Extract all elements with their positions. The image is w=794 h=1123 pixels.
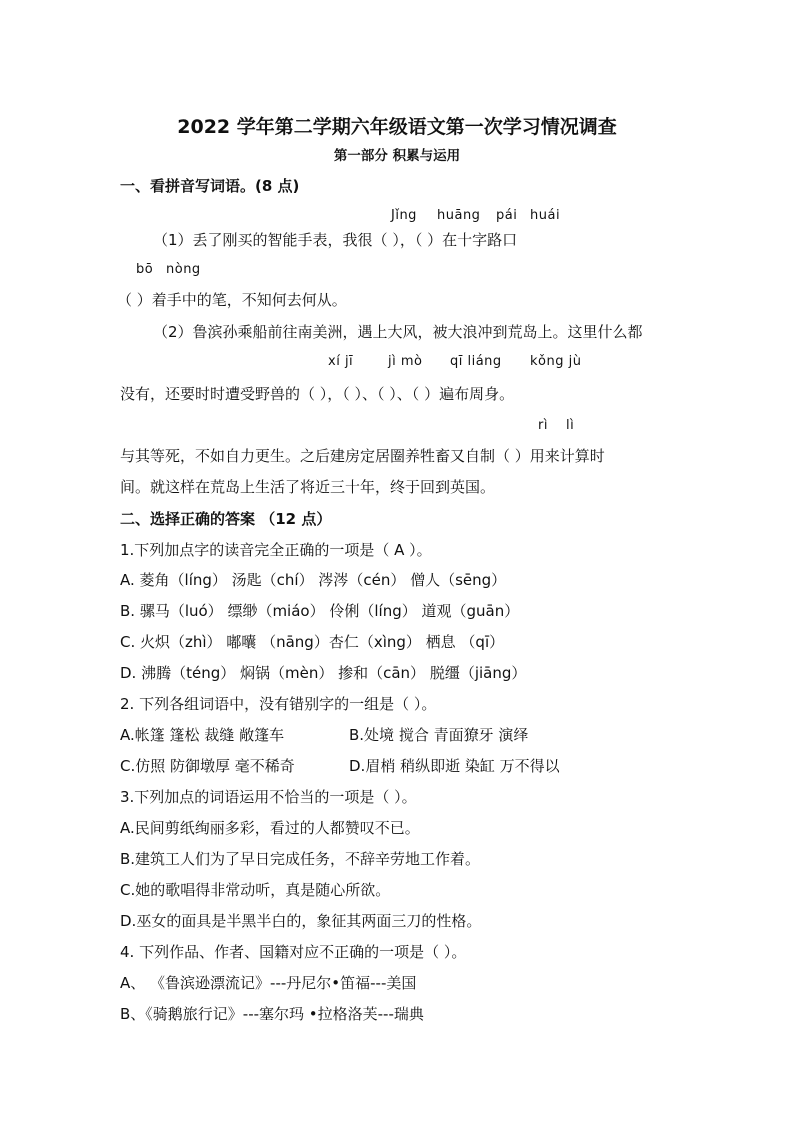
mc-q4-option-b: B、《骑鹅旅行记》---塞尔玛 •拉格洛芙---瑞典 — [120, 1005, 424, 1023]
mc-q2-option-c: C.仿照 防御墩厚 毫不稀奇 — [120, 757, 295, 775]
pinyin-li: lì — [566, 418, 575, 433]
pinyin-qiliang: qī liáng — [450, 354, 502, 369]
pinyin-pai: pái — [496, 208, 518, 223]
q2-line-4: 间。就这样在荒岛上生活了将近三十年，终于回到英国。 — [120, 478, 496, 496]
mc-q3-option-a: A.民间剪纸绚丽多彩，看过的人都赞叹不已。 — [120, 819, 420, 837]
pinyin-xiji: xí jī — [328, 354, 354, 369]
mc-q3-option-d: D.巫女的面具是半黑半白的，象征其两面三刀的性格。 — [120, 912, 482, 930]
q1-line-2: （ ）着手中的笔，不知何去何从。 — [117, 291, 347, 309]
pinyin-jing: Jǐng — [391, 208, 417, 223]
mc-q2-option-b: B.处境 搅合 青面獠牙 演绎 — [349, 726, 529, 744]
mc-q1: 1.下列加点字的读音完全正确的一项是（ A ）。 — [120, 541, 432, 559]
pinyin-bo: bō — [136, 262, 154, 277]
pinyin-ri: rì — [538, 418, 548, 433]
mc-q1-option-b: B. 骡马（luó） 缥缈（miáo） 伶俐（líng） 道观（guān） — [120, 602, 520, 620]
q1-line-1: （1）丢了刚买的智能手表，我很（ ），（ ）在十字路口 — [153, 231, 518, 249]
pinyin-nong: nòng — [166, 262, 201, 277]
mc-q4: 4. 下列作品、作者、国籍对应不正确的一项是（ ）。 — [120, 943, 467, 961]
pinyin-huai: huái — [530, 208, 561, 223]
mc-q1-option-d: D. 沸腾（téng） 焖锅（mèn） 掺和（cān） 脱缰（jiāng） — [120, 664, 527, 682]
q2-line-3: 与其等死，不如自力更生。之后建房定居圈养牲畜又自制（ ）用来计算时 — [120, 447, 605, 465]
mc-q1-option-c: C. 火炽（zhì） 嘟囔 （nāng）杏仁（xìng） 栖息 （qī） — [120, 633, 505, 651]
q2-line-1: （2）鲁滨孙乘船前往南美洲，遇上大风，被大浪冲到荒岛上。这里什么都 — [153, 323, 643, 341]
mc-q3-option-b: B.建筑工人们为了早日完成任务，不辞辛劳地工作着。 — [120, 850, 481, 868]
mc-q2-option-d: D.眉梢 稍纵即逝 染缸 万不得以 — [349, 757, 560, 775]
mc-q1-option-a: A. 菱角（líng） 汤匙（chí） 涔涔（cén） 僧人（sēng） — [120, 571, 507, 589]
pinyin-kongju: kǒng jù — [530, 354, 582, 369]
pinyin-huang: huāng — [437, 208, 481, 223]
section-1-heading: 一、看拼音写词语。(8 点) — [120, 177, 300, 195]
mc-q3-option-c: C.她的歌唱得非常动听，真是随心所欲。 — [120, 881, 391, 899]
mc-q2-option-a: A.帐篷 篷松 裁缝 敞篷车 — [120, 726, 285, 744]
pinyin-jimo: jì mò — [388, 354, 423, 369]
mc-q2: 2. 下列各组词语中，没有错别字的一组是（ ）。 — [120, 695, 437, 713]
page-title: 2022 学年第二学期六年级语文第一次学习情况调查 — [177, 116, 617, 138]
q2-line-2: 没有，还要时时遭受野兽的（ ），（ ）、（ ）、（ ）遍布周身。 — [120, 385, 515, 403]
mc-q4-option-a: A、 《鲁滨逊漂流记》---丹尼尔•笛福---美国 — [120, 974, 417, 992]
mc-q3: 3.下列加点的词语运用不恰当的一项是（ ）。 — [120, 788, 417, 806]
section-2-heading: 二、选择正确的答案 （12 点） — [120, 510, 332, 528]
page-subtitle: 第一部分 积累与运用 — [333, 148, 461, 164]
